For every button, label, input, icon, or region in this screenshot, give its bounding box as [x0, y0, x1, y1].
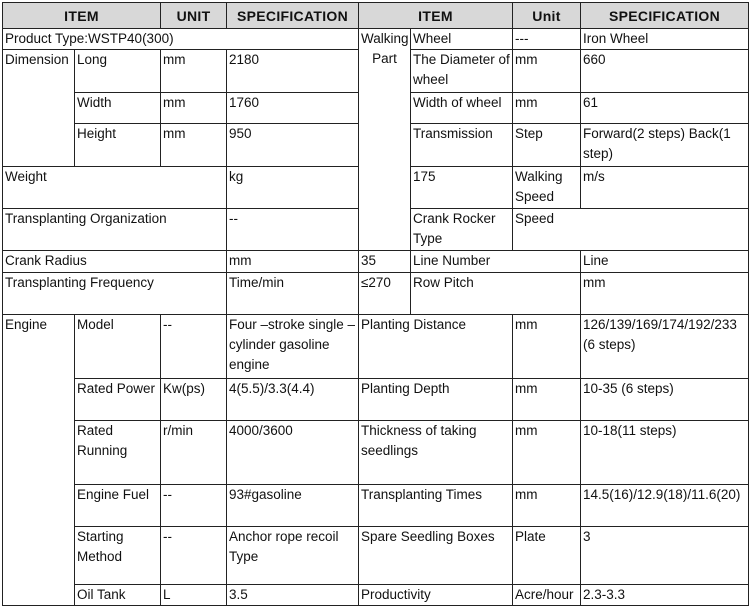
- right-unit: mm: [513, 421, 581, 485]
- left-spec: Four –stroke single –cylinder gasoline engine: [227, 315, 359, 379]
- right-item: Transplanting Times: [359, 484, 513, 526]
- left-unit: --: [227, 209, 359, 251]
- walking-part-label: Walking Part: [359, 29, 411, 251]
- left-sub-item: Long: [75, 50, 161, 92]
- right-spec: Forward(2 steps) Back(1 step): [581, 124, 749, 166]
- right-unit: Acre/hour: [513, 584, 581, 605]
- right-spec: 660: [581, 50, 749, 92]
- table-row: [3, 527, 749, 585]
- left-spec: 93#gasoline: [227, 484, 359, 526]
- right-spec: 61: [581, 92, 749, 123]
- right-spec: 10-35 (6 steps): [581, 378, 749, 420]
- right-unit: mm: [513, 92, 581, 123]
- right-item: Spare Seedling Boxes: [359, 527, 513, 585]
- right-spec: 126/139/169/174/192/233 (6 steps): [581, 315, 749, 379]
- left-spec: 4(5.5)/3.3(4.4): [227, 378, 359, 420]
- left-unit: L: [161, 584, 227, 605]
- right-item: Row Pitch: [411, 272, 581, 314]
- left-unit: Time/min: [227, 272, 359, 314]
- left-unit: --: [161, 315, 227, 379]
- left-spec: 4000/3600: [227, 421, 359, 485]
- right-unit: Plate: [513, 527, 581, 585]
- right-unit: mm: [513, 315, 581, 379]
- right-spec: 2.3-3.3: [581, 584, 749, 605]
- right-item: Line Number: [411, 251, 581, 272]
- product-type: Product Type:WSTP40(300): [3, 29, 359, 50]
- engine-label: Engine: [3, 315, 75, 606]
- right-unit: mm: [581, 272, 749, 314]
- left-unit: mm: [227, 251, 359, 272]
- right-item: Productivity: [359, 584, 513, 605]
- right-unit: Line: [581, 251, 749, 272]
- left-unit: Kw(ps): [161, 378, 227, 420]
- left-unit: kg: [227, 166, 359, 208]
- right-item: Walking Speed: [513, 166, 581, 208]
- right-unit: mm: [513, 484, 581, 526]
- right-item: Transmission: [411, 124, 513, 166]
- left-sub-item: Starting Method: [75, 527, 161, 585]
- header-spec-left: SPECIFICATION: [227, 3, 359, 29]
- right-item: Planting Depth: [359, 378, 513, 420]
- left-sub-item: Rated Power: [75, 378, 161, 420]
- table-row: [3, 584, 749, 605]
- left-unit: --: [161, 484, 227, 526]
- table-row: [3, 484, 749, 526]
- left-sub-item: Engine Fuel: [75, 484, 161, 526]
- right-spec: 10-18(11 steps): [581, 421, 749, 485]
- right-spec: 3: [581, 527, 749, 585]
- table-row: [3, 315, 749, 379]
- left-sub-item: Rated Running: [75, 421, 161, 485]
- right-item: Wheel: [411, 29, 513, 50]
- left-spec: Anchor rope recoil Type: [227, 527, 359, 585]
- left-spec: 2180: [227, 50, 359, 92]
- left-item: Transplanting Organization: [3, 209, 227, 251]
- left-spec: 35: [359, 251, 411, 272]
- dimension-label: Dimension: [3, 50, 75, 166]
- left-spec: 1760: [227, 92, 359, 123]
- right-spec: 14.5(16)/12.9(18)/11.6(20): [581, 484, 749, 526]
- specification-table: [2, 2, 749, 606]
- right-item: Width of wheel: [411, 92, 513, 123]
- left-spec: 3.5: [227, 584, 359, 605]
- right-item: Speed: [513, 209, 749, 251]
- right-unit: Step: [513, 124, 581, 166]
- table-row: [3, 251, 749, 272]
- left-unit: mm: [161, 50, 227, 92]
- table-row: [3, 378, 749, 420]
- header-item-left: ITEM: [3, 3, 161, 29]
- header-spec-right: SPECIFICATION: [581, 3, 749, 29]
- left-item: Weight: [3, 166, 227, 208]
- right-item: The Diameter of wheel: [411, 50, 513, 92]
- table-header-row: [3, 3, 749, 29]
- right-unit: mm: [513, 378, 581, 420]
- left-spec: 950: [227, 124, 359, 166]
- table-row: [3, 421, 749, 485]
- right-unit: mm: [513, 50, 581, 92]
- right-spec: Iron Wheel: [581, 29, 749, 50]
- right-item: Planting Distance: [359, 315, 513, 379]
- left-sub-item: Oil Tank: [75, 584, 161, 605]
- left-spec: Crank Rocker Type: [411, 209, 513, 251]
- table-row: [3, 29, 749, 50]
- left-spec: ≤270: [359, 272, 411, 314]
- left-spec: 175: [411, 166, 513, 208]
- right-unit: ---: [513, 29, 581, 50]
- left-unit: mm: [161, 124, 227, 166]
- left-item: Transplanting Frequency: [3, 272, 227, 314]
- left-sub-item: Width: [75, 92, 161, 123]
- header-item-right: ITEM: [359, 3, 513, 29]
- right-unit: m/s: [581, 166, 749, 208]
- left-unit: r/min: [161, 421, 227, 485]
- left-item: Crank Radius: [3, 251, 227, 272]
- left-sub-item: Model: [75, 315, 161, 379]
- header-unit-right: Unit: [513, 3, 581, 29]
- left-sub-item: Height: [75, 124, 161, 166]
- header-unit-left: UNIT: [161, 3, 227, 29]
- right-item: Thickness of taking seedlings: [359, 421, 513, 485]
- left-unit: mm: [161, 92, 227, 123]
- table-row: [3, 272, 749, 314]
- left-unit: --: [161, 527, 227, 585]
